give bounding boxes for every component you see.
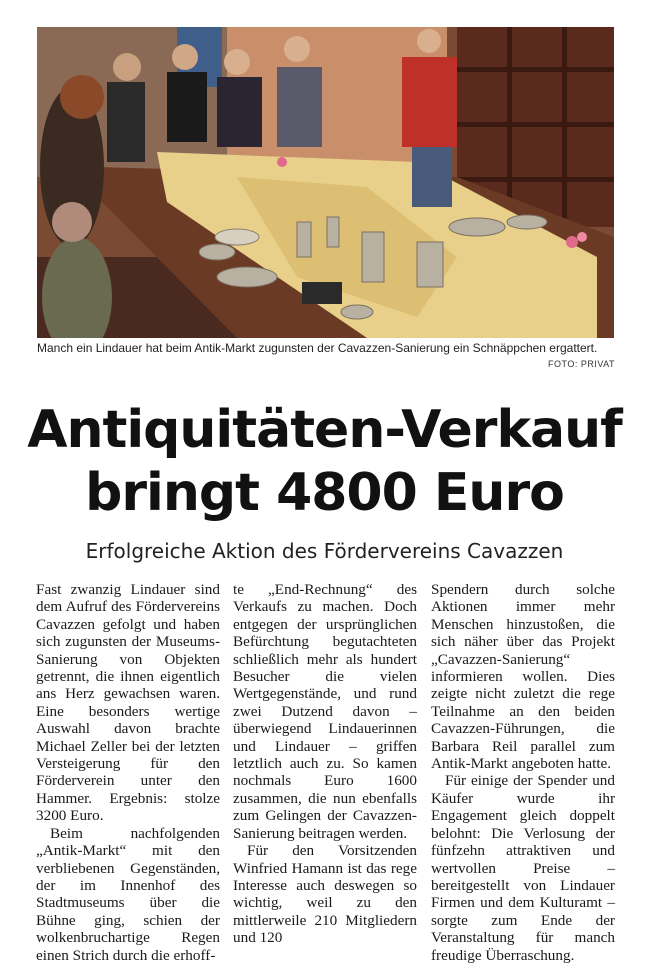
article-paragraph: Für einige der Spender und Käufer wurde ihr Engagement gleich doppelt belohnt: Die Verlosung der fünfzehn attraktiven und wertvollen Preise – bereitgestellt von Lindauer Firmen und dem Kulturamt – sorgte zum Ende der Veranstaltung für manch freudige Überraschung.: [431, 772, 615, 964]
article-paragraph: Spendern durch solche Aktionen immer mehr Menschen hinzustoßen, die sich näher über das Projekt „Cavazzen-Sanierung“ informieren wollen. Dies zeigte nicht zuletzt die rege Teilnahme an den beiden Cavazzen-Führungen, die Barbara Reil parallel zum Antik-Markt angeboten hatte.: [431, 581, 615, 773]
headline-line-2: bringt 4800 Euro: [85, 463, 564, 523]
article-paragraph: Fast zwanzig Lindauer sind dem Aufruf des Fördervereins Cavazzen gefolgt und haben sich zugunsten der Museums-Sanierung von Objekten getrennt, die ihnen eigentlich ans Herz gewachsen waren. Eine besonders wertige Auswahl davon brachte Michael Zeller bei der letzten Versteigerung für den Förderverein unter den Hammer. Ergebnis: stolze 3200 Euro.: [36, 581, 220, 825]
headline-line-1: Antiquitäten-Verkauf: [27, 400, 622, 460]
article-paragraph: te „End-Rechnung“ des Verkaufs zu machen. Doch entgegen der ursprünglichen Befürchtung begutachteten schließlich mehr als hundert Besucher die vielen Wertgegenstände, und rund zwei Dutzend davon – überwiegend Lindauerinnen und Lindauer – griffen letztlich auch zu. So kamen nochmals Euro 1600 zusammen, die nun ebenfalls zum Gelingen der Cavazzen-Sanierung beitragen werden.: [233, 581, 417, 842]
photo-caption: Manch ein Lindauer hat beim Antik-Markt zugunsten der Cavazzen-Sanierung ein Schnäppchen ergattert.: [37, 341, 598, 355]
article-paragraph: Für den Vorsitzenden Winfried Hamann ist das rege Interesse auch deswegen so wichtig, weil zu den mittlerweile 210 Mitgliedern und 120: [233, 842, 417, 947]
article-photo: [37, 27, 614, 338]
article-paragraph: Beim nachfolgenden „Antik-Markt“ mit den verbliebenen Gegenständen, der im Innenhof des Stadtmuseums über die Bühne ging, schien der wolkenbruchartige Regen einen Strich durch die erhoff-: [36, 824, 220, 964]
article-column-3: [431, 581, 615, 964]
photo-credit: FOTO: PRIVAT: [547, 359, 615, 369]
article-column-1: [36, 581, 220, 964]
article-column-2: [233, 581, 417, 947]
subheadline: Erfolgreiche Aktion des Fördervereins Cavazzen: [85, 539, 564, 563]
